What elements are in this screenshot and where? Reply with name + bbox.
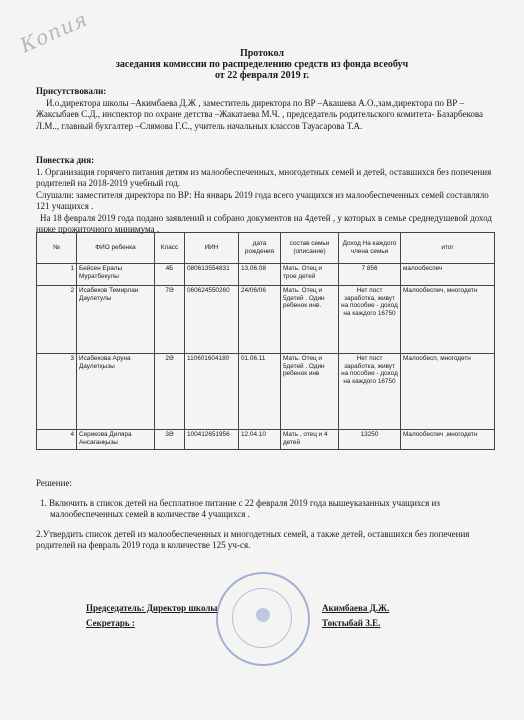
chair-name: Акимбаева Д.Ж.	[322, 603, 390, 613]
document-date: от 22 февраля 2019 г.	[214, 70, 310, 81]
chair-label: Председатель: Директор школы	[86, 603, 218, 613]
agenda-heading: Повестка дня:	[36, 155, 95, 165]
secretary-label: Секретарь :	[86, 618, 135, 628]
agenda-heard: Слушали: заместителя директора по ВР: На январь 2019 года всего учащихся из малообеспеченных семей составляло 121 учащихся .	[36, 189, 489, 211]
table-cell: 7 856	[339, 264, 401, 286]
attendees-text: И.о.директора школы –Акимбаева Д.Ж , заместитель директора по ВР –Акашева А.О.,зам.директора по ВР – Жаксыбаев С.Д., инспектор по охране детства –Жакатаева М.Ч. , председатель родительского комитета- Базарбекова Л.М.., главный бухгалтер –Слямова Г.С., учитель начальных классов Тауасарова Т.А.	[36, 97, 483, 131]
table-header-cell: ИИН	[185, 233, 239, 264]
table-cell: Малообесп, многодетн	[401, 354, 495, 430]
table-cell: 4	[37, 430, 77, 450]
decision-item-2: 2.Утвердить список детей из малообеспеченных и многодетных семей, а также детей, оставшихся без попечения родителей на февраль 2019 года в количестве 125 уч-ся.	[36, 528, 470, 550]
agenda-note: На 18 февраля 2019 года подано заявлений и собрано документов на 4детей , у которых в семье среднедушевой доход ниже прожиточного минимума .	[36, 212, 492, 234]
table-cell: 1	[37, 264, 77, 286]
table-cell: 4Б	[155, 264, 185, 286]
table-cell: Нет пост заработка, живут на пособие - доход на каждого 16750	[339, 354, 401, 430]
table-cell: 060624550260	[185, 286, 239, 354]
table-cell: 3	[37, 354, 77, 430]
table-header-row	[37, 233, 495, 264]
table-cell: 100412651956	[185, 430, 239, 450]
table-header-cell: итог	[401, 233, 495, 264]
table-cell: Бейсен Ералы Муратбекулы	[77, 264, 155, 286]
document-header	[0, 48, 524, 81]
document-title: Протокол	[239, 48, 285, 59]
table-cell: 24/06/06	[239, 286, 281, 354]
table-cell: Исабекова Аруна Даулетқызы	[77, 354, 155, 430]
table-header-cell: ФИО ребенка	[77, 233, 155, 264]
attendees-heading: Присутствовали:	[36, 86, 107, 96]
table-cell: 3Ә	[155, 430, 185, 450]
table-cell: 2Ә	[155, 354, 185, 430]
school-seal	[216, 572, 310, 666]
table-cell: Мать , отец и 4 детей	[281, 430, 339, 450]
table-cell: 12.04.10	[239, 430, 281, 450]
table-cell: Исабеков Темирлан Даулетулы	[77, 286, 155, 354]
table-cell: 7Ә	[155, 286, 185, 354]
table-cell: Мать. Отец и 5детей . Один ребенок инв	[281, 354, 339, 430]
table-cell: 110601604180	[185, 354, 239, 430]
table-cell: Малообеспеч ,многодетн	[401, 430, 495, 450]
table-cell: 080613554831	[185, 264, 239, 286]
table-row	[37, 286, 495, 354]
agenda-section	[36, 155, 502, 236]
seal-emblem	[256, 608, 270, 622]
table-row	[37, 430, 495, 450]
table-header-cell: Доход На каждого члена семьи	[339, 233, 401, 264]
table-header-cell: Класс	[155, 233, 185, 264]
table-row	[37, 264, 495, 286]
table-header-cell: №	[37, 233, 77, 264]
table-cell: Мать. Отец и трое детей	[281, 264, 339, 286]
table-header-cell: дата рождения	[239, 233, 281, 264]
table-cell: малообеспеч	[401, 264, 495, 286]
secretary-name: Токтыбай З.Е.	[322, 618, 381, 628]
decision-heading: Решение:	[36, 478, 72, 488]
table-cell: Малообеспеч, многодетн	[401, 286, 495, 354]
handwritten-copy-note: Копия	[16, 6, 92, 58]
table-row	[37, 354, 495, 430]
document-subtitle: заседания комиссии по распределению средств из фонда всеобуч	[115, 59, 409, 70]
table-cell: Серикова Диляра Ансағанқызы	[77, 430, 155, 450]
table-cell: 2	[37, 286, 77, 354]
table-cell: Нет пост заработка, живут на пособие - доход на каждого 16750	[339, 286, 401, 354]
table-cell: 13,06.08	[239, 264, 281, 286]
table-cell: 01.06.11	[239, 354, 281, 430]
students-table	[36, 232, 495, 450]
attendees-section	[36, 86, 502, 132]
table-header-cell: состав семьи (описание)	[281, 233, 339, 264]
table-cell: Мать. Отец и 5детей . Один ребенок инв.	[281, 286, 339, 354]
agenda-item: 1. Организация горячего питания детям из малообеспеченных, многодетных семей и детей, оставшихся без попечения родителей на 2018-2019 учебный год.	[36, 166, 492, 188]
table-cell: 13250	[339, 430, 401, 450]
decision-section	[36, 478, 502, 552]
decision-item-1: 1. Включить в список детей на бесплатное питание с 22 февраля 2019 года вышеуказанных учащихся из малообеспеченных семей в количестве 4 учащихся .	[40, 497, 440, 519]
